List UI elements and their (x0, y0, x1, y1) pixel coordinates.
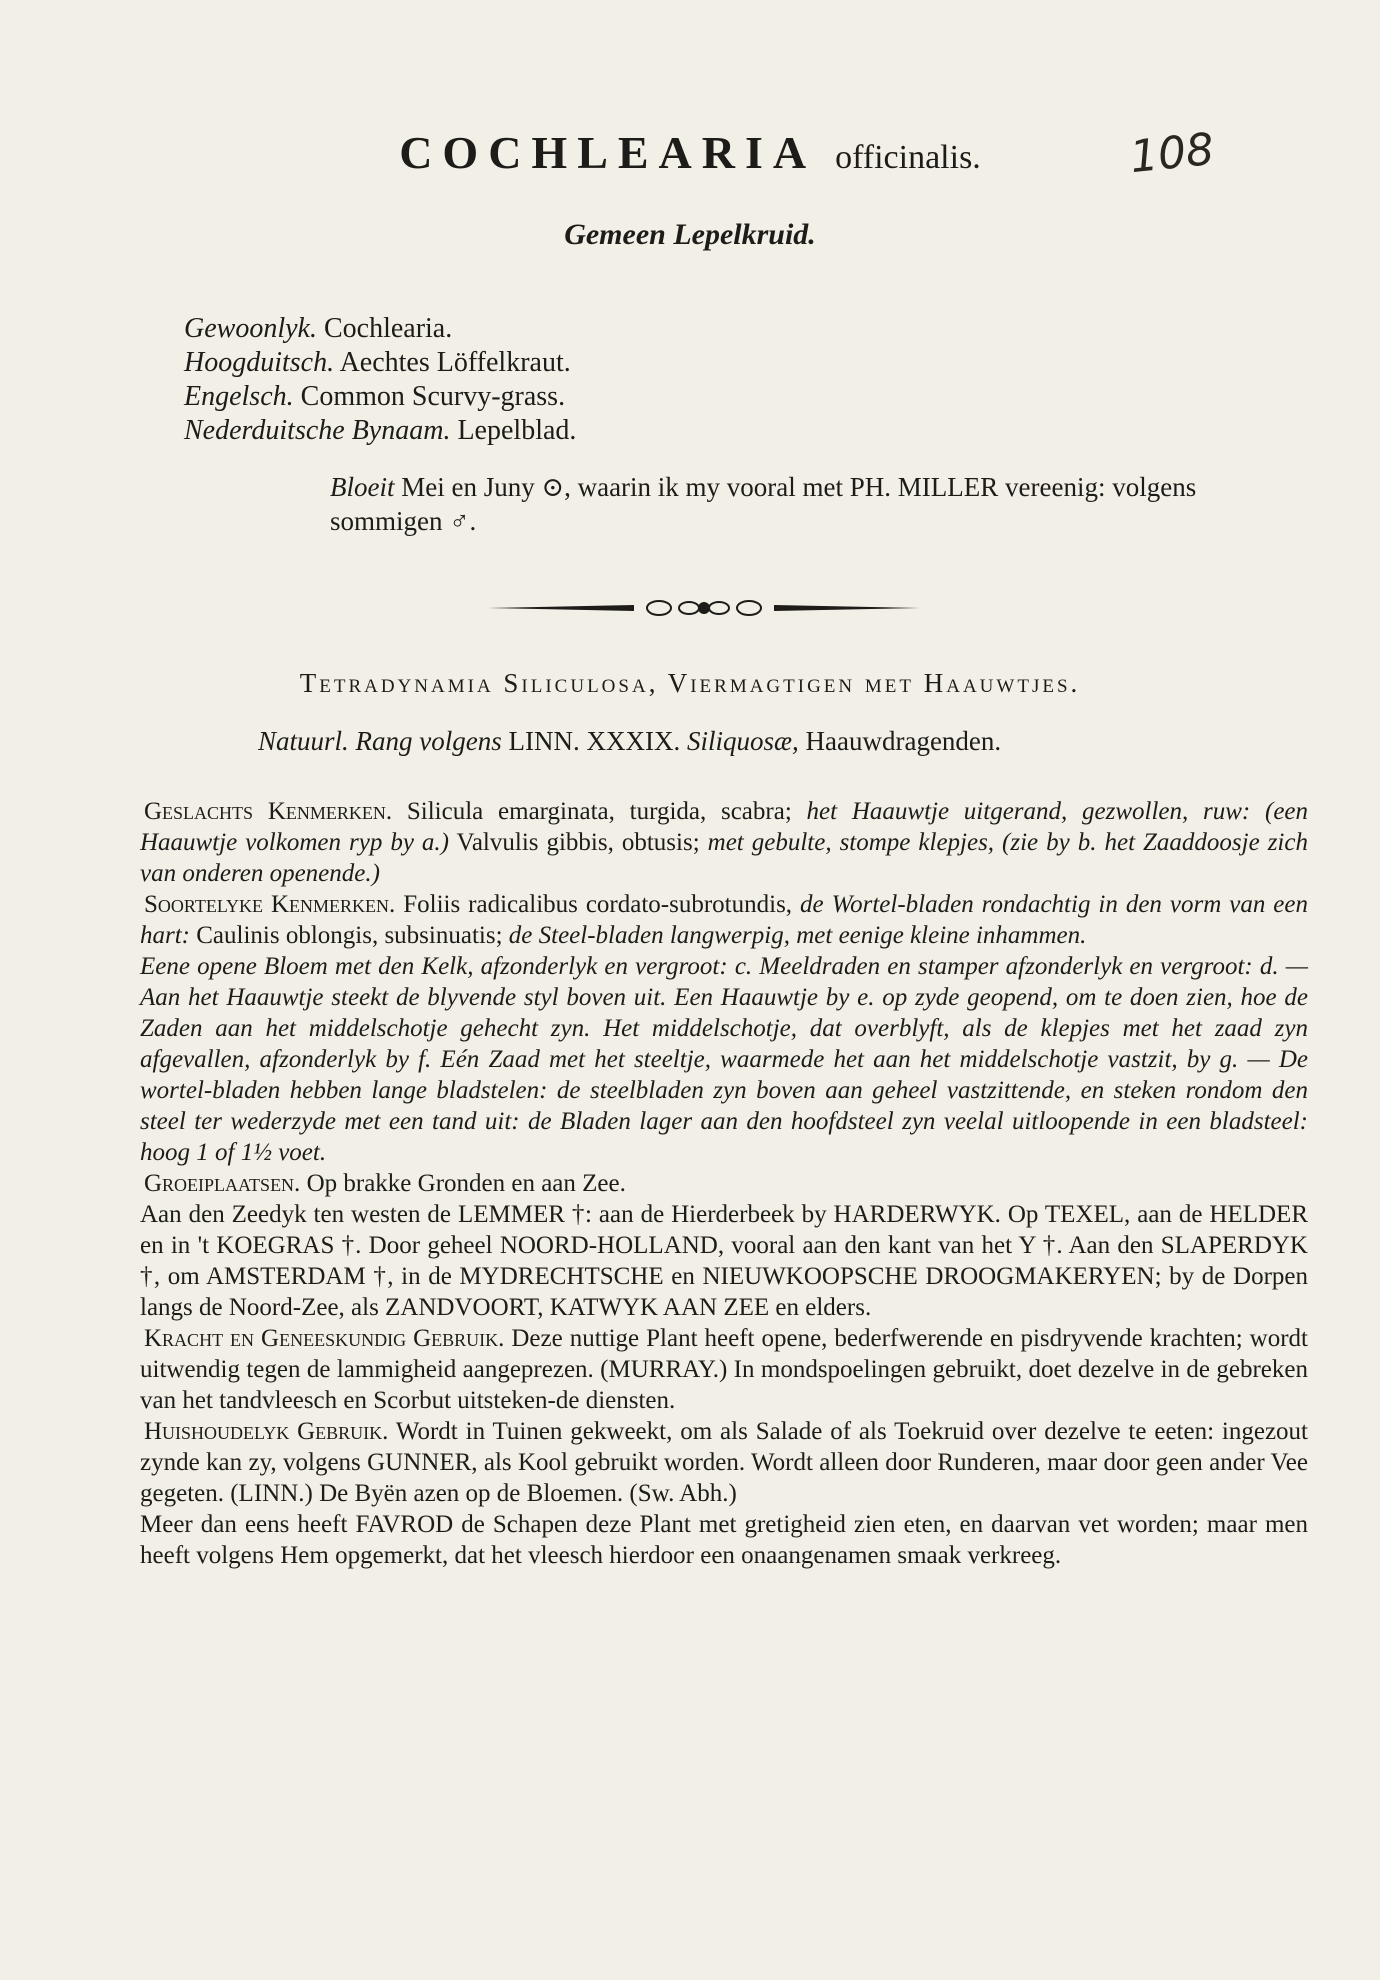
name-language: Gewoonlyk. (184, 313, 317, 344)
section-heading: Kracht en Geneeskundig Gebruik. (144, 1325, 505, 1352)
medicinal-use-paragraph (140, 1323, 1308, 1416)
latin-text: Valvulis gibbis, obtusis; (456, 829, 700, 856)
natural-order-name: Siliquosæ, (686, 726, 799, 756)
localities-paragraph: Aan den Zeedyk ten westen de LEMMER †: aan de Hierderbeek by HARDERWYK. Op TEXEL, aan de HELDER en in 't KOEGRAS †. Door geheel NOORD-HOLLAND, vooral aan den kant van het Y †. Aan den SLAPERDYK †, om AMSTERDAM †, in de MYDRECHTSCHE en NIEUWKOOPSCHE DROOGMAKERYEN; by de Dorpen langs de Noord-Zee, als ZANDVOORT, KATWYK AAN ZEE en elders. (140, 1201, 1308, 1321)
description-body (140, 796, 1308, 1571)
species-name: officinalis. (835, 139, 981, 176)
name-row (184, 414, 576, 448)
latin-text: Foliis radicalibus cordato-subrotundis, (403, 891, 793, 918)
favrod-paragraph: Meer dan eens heeft FAVROD de Schapen deze Plant met gretigheid zien eten, en daarvan vet worden; maar men heeft volgens Hem opgemerkt, dat het vleesch hierdoor een onaangenamen smaak verkreeg. (140, 1511, 1308, 1569)
common-name-heading: Gemeen Lepelkruid. (564, 218, 816, 251)
genus-characters-paragraph (140, 796, 1308, 889)
natural-order-ref: LINN. XXXIX. (508, 726, 681, 756)
name-language: Nederduitsche Bynaam. (184, 415, 451, 446)
latin-text: Caulinis oblongis, subsinuatis; (196, 922, 503, 949)
name-value: Lepelblad. (457, 415, 577, 446)
dutch-text: de Wortel-bladen rondachtig in den vorm van een hart: (140, 891, 1308, 949)
linnaean-class: Tetradynamia Siliculosa, Viermagtigen met Haauwtjes. (299, 668, 1081, 698)
species-characters-paragraph (140, 889, 1308, 951)
habitat-text: Op brakke Gronden en aan Zee. (306, 1170, 626, 1197)
dutch-text: het Haauwtje uitgerand, gezwollen, ruw: (een Haauwtje volkomen ryp by a.) (140, 798, 1309, 856)
page-title (0, 126, 1380, 179)
medicinal-text: Deze nuttige Plant heeft opene, bederfwerende en pisdryvende krachten; wordt uitwendig tegen de lammigheid aangeprezen. (MURRAY.) In mondspoelingen gebruikt, doet dezelve in de gebreken van het tandvleesch en Scorbut uitsteken-de diensten. (140, 1325, 1308, 1414)
section-heading: Groeiplaatsen. (144, 1170, 301, 1197)
ornament-divider (484, 592, 924, 624)
dutch-text: met gebulte, stompe klepjes, (zie by b. het Zaaddoosje zich van onderen openende.) (140, 829, 1308, 887)
page-number: 108 (1127, 123, 1217, 184)
genus-name: COCHLEARIA (399, 127, 814, 178)
habitat-paragraph (140, 1168, 1308, 1199)
name-value: Common Scurvy-grass. (300, 381, 566, 412)
natural-order-label: Natuurl. Rang volgens (258, 726, 502, 756)
section-heading: Soortelyke Kenmerken. (144, 891, 396, 918)
name-row (184, 312, 576, 346)
vernacular-names-list (184, 312, 576, 448)
name-row (184, 346, 576, 380)
section-heading: Huishoudelyk Gebruik. (144, 1418, 389, 1445)
name-value: Cochlearia. (323, 313, 453, 344)
natural-order-line (258, 726, 1001, 757)
latin-text: Silicula emarginata, turgida, scabra; (406, 798, 792, 825)
dutch-text: de Steel-bladen langwerpig, met eenige kleine inhammen. (508, 922, 1087, 949)
flowering-label: Bloeit (330, 472, 395, 502)
name-language: Hoogduitsch. (184, 347, 335, 378)
domestic-text: Wordt in Tuinen gekweekt, om als Salade of als Toekruid over dezelve te eeten: ingezout zynde kan zy, volgens GUNNER, als Kool gebruikt worden. Wordt alleen door Runderen, maar door geen ander Vee gegeten. (LINN.) De Byën azen op de Bloemen. (Sw. Abh.) (140, 1418, 1308, 1507)
flowering-text: Mei en Juny ⊙, waarin ik my vooral met PH. MILLER vereenig: volgens sommigen ♂. (330, 472, 1197, 536)
flowering-note (330, 470, 1300, 538)
natural-order-dutch: Haauwdragenden. (805, 726, 1002, 756)
name-row (184, 380, 576, 414)
section-heading: Geslachts Kenmerken. (144, 798, 393, 825)
domestic-use-paragraph (140, 1416, 1308, 1509)
plate-description-paragraph: Eene opene Bloem met den Kelk, afzonderlyk en vergroot: c. Meeldraden en stamper afzonderlyk en vergroot: d. — Aan het Haauwtje steekt de blyvende styl boven uit. Een Haauwtje by e. op zyde geopend, om te doen zien, hoe de Zaden aan het middelschotje gehecht zyn. Het middelschotje, dat overblyft, als de klepjes met het zaad zyn afgevallen, afzonderlyk by f. Eén Zaad met het steeltje, waarmede het aan het middelschotje vastzit, by g. — De wortel-bladen hebben lange bladstelen: de steelbladen zyn boven aan geheel vastzittende, en steken rondom den steel ter wederzyde met een tand uit: de Bladen lager aan den hoofdsteel zyn veelal uitloopende in een bladsteel: hoog 1 of 1½ voet. (140, 953, 1308, 1166)
name-language: Engelsch. (184, 381, 294, 412)
name-value: Aechtes Löffelkraut. (339, 347, 571, 378)
